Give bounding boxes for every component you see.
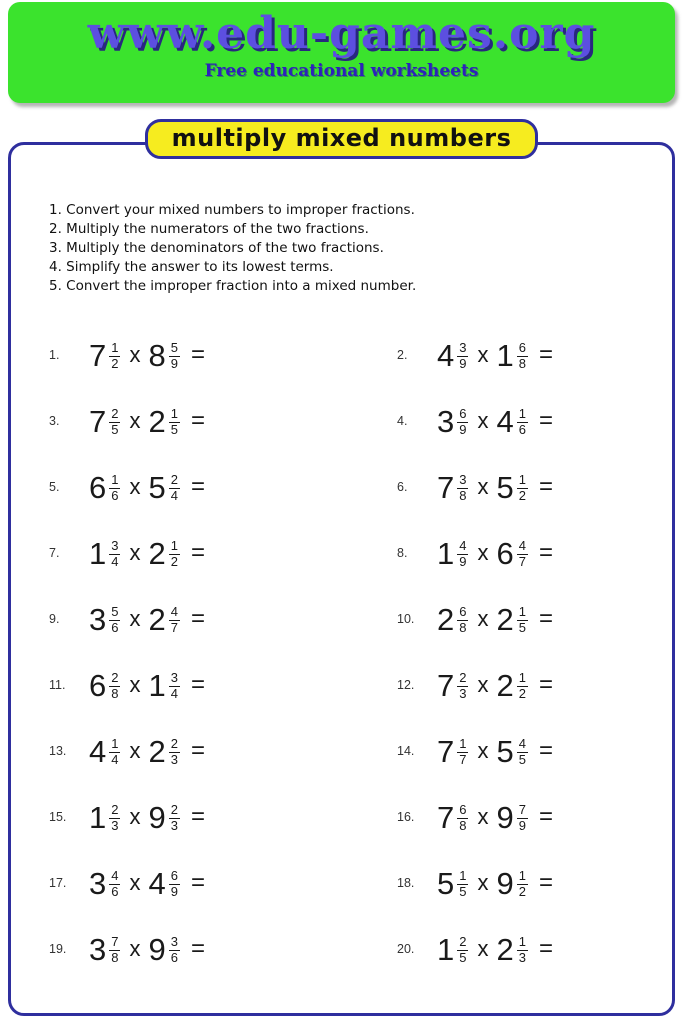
problem-expression: [437, 469, 553, 505]
fraction-denominator: 6: [111, 487, 119, 503]
fraction-denominator: 7: [459, 751, 467, 767]
problem-expression: [437, 667, 553, 703]
problem-item: [49, 454, 397, 520]
fraction-numerator: 1: [518, 669, 526, 685]
equals-sign: =: [190, 341, 205, 368]
mixed-number-whole: 2: [148, 601, 166, 637]
problem-expression: [437, 799, 553, 835]
fraction-numerator: 6: [170, 867, 178, 883]
fraction-numerator: 3: [170, 669, 178, 685]
problem-item: [49, 850, 397, 916]
multiply-operator: x: [129, 870, 141, 895]
problem-item: [397, 520, 672, 586]
problem-item: [49, 718, 397, 784]
equals-sign: =: [190, 539, 205, 566]
mixed-number-whole: 1: [89, 799, 107, 835]
problem-item: [397, 784, 672, 850]
fraction-numerator: 2: [459, 669, 467, 685]
problem-item: [49, 784, 397, 850]
fraction-denominator: 2: [111, 355, 119, 371]
worksheet-body: [8, 142, 675, 1016]
problem-item: [49, 916, 397, 982]
fraction-denominator: 8: [459, 487, 467, 503]
fraction-denominator: 9: [518, 817, 526, 833]
instruction-item: 2. Multiply the numerators of the two fractions.: [49, 221, 369, 237]
mixed-number-whole: 1: [437, 535, 455, 571]
equals-sign: =: [190, 407, 205, 434]
problem-expression: [89, 865, 205, 901]
fraction-numerator: 1: [518, 933, 526, 949]
fraction-numerator: 5: [111, 603, 119, 619]
problem-item: [49, 520, 397, 586]
multiply-operator: x: [129, 540, 141, 565]
mixed-number-whole: 9: [148, 931, 166, 967]
fraction-numerator: 6: [459, 603, 467, 619]
mixed-number-whole: 2: [496, 601, 514, 637]
problem-expression: [89, 799, 205, 835]
fraction-denominator: 2: [518, 685, 526, 701]
mixed-number-whole: 7: [437, 667, 455, 703]
problem-item: [49, 586, 397, 652]
instruction-item: 4. Simplify the answer to its lowest terms.: [49, 259, 334, 275]
mixed-number-fraction: [517, 935, 528, 965]
mixed-number-fraction: [169, 341, 180, 371]
mixed-number-whole: 2: [496, 667, 514, 703]
equals-sign: =: [538, 605, 553, 632]
mixed-number-fraction: [457, 539, 468, 569]
problem-expression: [437, 535, 553, 571]
multiply-operator: x: [477, 342, 489, 367]
multiply-operator: x: [129, 738, 141, 763]
mixed-number-whole: 1: [89, 535, 107, 571]
fraction-numerator: 6: [459, 405, 467, 421]
problem-expression: [437, 403, 553, 439]
problem-number: 3.: [49, 414, 60, 428]
problem-expression: [437, 931, 553, 967]
fraction-denominator: 6: [111, 883, 119, 899]
mixed-number-whole: 6: [496, 535, 514, 571]
problem-number: 6.: [397, 480, 408, 494]
instruction-item: 5. Convert the improper fraction into a mixed number.: [49, 278, 417, 294]
mixed-number-fraction: [169, 737, 180, 767]
fraction-numerator: 3: [111, 537, 119, 553]
mixed-number-fraction: [457, 869, 468, 899]
site-tagline: Free educational worksheets: [204, 61, 479, 81]
problem-number: 8.: [397, 546, 408, 560]
problem-item: [49, 652, 397, 718]
mixed-number-whole: 5: [148, 469, 166, 505]
fraction-denominator: 2: [170, 553, 178, 569]
multiply-operator: x: [477, 804, 489, 829]
fraction-numerator: 2: [170, 735, 178, 751]
equals-sign: =: [190, 671, 205, 698]
problem-item: [397, 586, 672, 652]
fraction-denominator: 4: [111, 553, 119, 569]
problem-number: 2.: [397, 348, 408, 362]
fraction-numerator: 1: [518, 471, 526, 487]
fraction-numerator: 2: [111, 669, 119, 685]
instruction-item: 3. Multiply the denominators of the two fractions.: [49, 240, 384, 256]
fraction-numerator: 3: [170, 933, 178, 949]
fraction-numerator: 5: [170, 339, 178, 355]
problem-expression: [89, 733, 205, 769]
problem-number: 9.: [49, 612, 60, 626]
mixed-number-fraction: [457, 341, 468, 371]
mixed-number-whole: 4: [437, 337, 455, 373]
fraction-denominator: 9: [459, 421, 467, 437]
problem-number: 17.: [49, 876, 67, 890]
mixed-number-whole: 5: [437, 865, 455, 901]
problem-expression: [437, 733, 553, 769]
equals-sign: =: [190, 473, 205, 500]
fraction-denominator: 3: [111, 817, 119, 833]
mixed-number-fraction: [169, 803, 180, 833]
problem-number: 19.: [49, 942, 67, 956]
fraction-denominator: 5: [170, 421, 178, 437]
mixed-number-whole: 3: [89, 865, 107, 901]
fraction-denominator: 3: [518, 949, 526, 965]
problem-number: 11.: [49, 678, 66, 692]
problem-item: [397, 850, 672, 916]
fraction-numerator: 1: [459, 867, 467, 883]
mixed-number-fraction: [109, 341, 120, 371]
problem-number: 16.: [397, 810, 415, 824]
problem-expression: [89, 667, 205, 703]
mixed-number-whole: 6: [89, 667, 107, 703]
mixed-number-whole: 9: [496, 799, 514, 835]
problems-grid: [11, 322, 672, 982]
mixed-number-whole: 1: [496, 337, 514, 373]
fraction-numerator: 2: [170, 801, 178, 817]
multiply-operator: x: [477, 738, 489, 763]
problem-number: 5.: [49, 480, 60, 494]
fraction-denominator: 7: [518, 553, 526, 569]
mixed-number-whole: 7: [89, 337, 107, 373]
problem-item: [49, 322, 397, 388]
mixed-number-whole: 3: [89, 931, 107, 967]
fraction-denominator: 6: [111, 619, 119, 635]
problem-number: 4.: [397, 414, 408, 428]
fraction-denominator: 4: [111, 751, 119, 767]
problem-expression: [437, 601, 553, 637]
mixed-number-fraction: [109, 869, 120, 899]
mixed-number-fraction: [109, 935, 120, 965]
mixed-number-whole: 2: [148, 535, 166, 571]
problem-number: 13.: [49, 744, 67, 758]
mixed-number-fraction: [109, 539, 120, 569]
equals-sign: =: [538, 803, 553, 830]
problem-item: [397, 388, 672, 454]
multiply-operator: x: [129, 408, 141, 433]
mixed-number-whole: 2: [437, 601, 455, 637]
mixed-number-fraction: [517, 803, 528, 833]
fraction-numerator: 2: [459, 933, 467, 949]
fraction-denominator: 5: [518, 751, 526, 767]
worksheet-title-pill: [145, 119, 539, 159]
mixed-number-whole: 9: [496, 865, 514, 901]
fraction-denominator: 4: [170, 685, 178, 701]
fraction-numerator: 4: [518, 735, 526, 751]
mixed-number-whole: 2: [148, 403, 166, 439]
instruction-item: 1. Convert your mixed numbers to improper fractions.: [49, 202, 415, 218]
mixed-number-fraction: [457, 935, 468, 965]
mixed-number-fraction: [109, 605, 120, 635]
fraction-numerator: 7: [518, 801, 526, 817]
equals-sign: =: [190, 737, 205, 764]
equals-sign: =: [538, 473, 553, 500]
problem-item: [397, 652, 672, 718]
fraction-numerator: 2: [111, 801, 119, 817]
problem-number: 14.: [397, 744, 415, 758]
fraction-numerator: 6: [518, 339, 526, 355]
fraction-denominator: 8: [459, 817, 467, 833]
problem-expression: [89, 931, 205, 967]
equals-sign: =: [538, 539, 553, 566]
site-title: www.edu-games.org: [87, 8, 596, 59]
mixed-number-whole: 4: [148, 865, 166, 901]
mixed-number-fraction: [517, 341, 528, 371]
fraction-numerator: 1: [111, 339, 119, 355]
mixed-number-whole: 7: [437, 469, 455, 505]
mixed-number-fraction: [517, 737, 528, 767]
multiply-operator: x: [129, 474, 141, 499]
fraction-denominator: 8: [111, 685, 119, 701]
mixed-number-fraction: [109, 737, 120, 767]
multiply-operator: x: [129, 606, 141, 631]
multiply-operator: x: [477, 606, 489, 631]
mixed-number-fraction: [457, 407, 468, 437]
fraction-denominator: 3: [459, 685, 467, 701]
problem-number: 12.: [397, 678, 415, 692]
mixed-number-fraction: [169, 473, 180, 503]
multiply-operator: x: [129, 804, 141, 829]
mixed-number-whole: 1: [148, 667, 166, 703]
fraction-denominator: 3: [170, 751, 178, 767]
fraction-numerator: 1: [111, 471, 119, 487]
fraction-numerator: 1: [518, 603, 526, 619]
equals-sign: =: [538, 737, 553, 764]
problem-expression: [89, 469, 205, 505]
mixed-number-fraction: [517, 671, 528, 701]
mixed-number-fraction: [457, 803, 468, 833]
fraction-denominator: 4: [170, 487, 178, 503]
fraction-denominator: 9: [170, 883, 178, 899]
equals-sign: =: [538, 407, 553, 434]
fraction-denominator: 8: [459, 619, 467, 635]
fraction-denominator: 9: [459, 355, 467, 371]
multiply-operator: x: [477, 672, 489, 697]
mixed-number-whole: 4: [496, 403, 514, 439]
multiply-operator: x: [477, 474, 489, 499]
equals-sign: =: [190, 803, 205, 830]
mixed-number-whole: 9: [148, 799, 166, 835]
problem-number: 7.: [49, 546, 60, 560]
mixed-number-fraction: [457, 473, 468, 503]
fraction-numerator: 4: [518, 537, 526, 553]
equals-sign: =: [190, 869, 205, 896]
fraction-numerator: 4: [170, 603, 178, 619]
mixed-number-fraction: [169, 869, 180, 899]
fraction-denominator: 6: [170, 949, 178, 965]
fraction-denominator: 7: [170, 619, 178, 635]
mixed-number-fraction: [109, 671, 120, 701]
instructions-list: [49, 201, 672, 296]
fraction-denominator: 9: [170, 355, 178, 371]
problem-item: [397, 916, 672, 982]
mixed-number-whole: 2: [496, 931, 514, 967]
fraction-numerator: 4: [459, 537, 467, 553]
mixed-number-whole: 3: [89, 601, 107, 637]
problem-item: [397, 322, 672, 388]
mixed-number-whole: 5: [496, 469, 514, 505]
fraction-numerator: 2: [170, 471, 178, 487]
multiply-operator: x: [129, 672, 141, 697]
mixed-number-fraction: [517, 539, 528, 569]
problem-item: [397, 454, 672, 520]
equals-sign: =: [190, 605, 205, 632]
fraction-denominator: 5: [518, 619, 526, 635]
problem-expression: [89, 535, 205, 571]
problem-expression: [89, 601, 205, 637]
multiply-operator: x: [129, 342, 141, 367]
mixed-number-fraction: [517, 407, 528, 437]
fraction-denominator: 2: [518, 883, 526, 899]
equals-sign: =: [538, 935, 553, 962]
mixed-number-fraction: [457, 605, 468, 635]
mixed-number-whole: 5: [496, 733, 514, 769]
fraction-numerator: 1: [111, 735, 119, 751]
mixed-number-whole: 1: [437, 931, 455, 967]
mixed-number-whole: 3: [437, 403, 455, 439]
mixed-number-whole: 7: [437, 799, 455, 835]
problem-expression: [437, 865, 553, 901]
fraction-denominator: 8: [111, 949, 119, 965]
mixed-number-fraction: [457, 671, 468, 701]
mixed-number-fraction: [169, 539, 180, 569]
fraction-denominator: 5: [459, 883, 467, 899]
multiply-operator: x: [477, 936, 489, 961]
fraction-numerator: 2: [111, 405, 119, 421]
worksheet-title: multiply mixed numbers: [171, 124, 512, 152]
mixed-number-fraction: [517, 473, 528, 503]
fraction-numerator: 4: [111, 867, 119, 883]
problem-item: [49, 388, 397, 454]
equals-sign: =: [190, 935, 205, 962]
mixed-number-whole: 2: [148, 733, 166, 769]
equals-sign: =: [538, 341, 553, 368]
fraction-numerator: 7: [111, 933, 119, 949]
fraction-denominator: 2: [518, 487, 526, 503]
mixed-number-fraction: [109, 803, 120, 833]
fraction-numerator: 1: [170, 405, 178, 421]
fraction-numerator: 1: [459, 735, 467, 751]
mixed-number-whole: 7: [437, 733, 455, 769]
mixed-number-fraction: [169, 605, 180, 635]
site-banner: [8, 2, 675, 103]
problem-number: 20.: [397, 942, 415, 956]
mixed-number-whole: 8: [148, 337, 166, 373]
problem-item: [397, 718, 672, 784]
mixed-number-fraction: [457, 737, 468, 767]
problem-expression: [437, 337, 553, 373]
mixed-number-fraction: [109, 473, 120, 503]
fraction-numerator: 3: [459, 339, 467, 355]
problem-number: 15.: [49, 810, 67, 824]
fraction-denominator: 5: [111, 421, 119, 437]
mixed-number-fraction: [169, 407, 180, 437]
fraction-denominator: 6: [518, 421, 526, 437]
equals-sign: =: [538, 869, 553, 896]
problem-number: 1.: [49, 348, 60, 362]
mixed-number-fraction: [517, 605, 528, 635]
mixed-number-fraction: [169, 935, 180, 965]
mixed-number-whole: 4: [89, 733, 107, 769]
multiply-operator: x: [477, 870, 489, 895]
fraction-numerator: 1: [518, 405, 526, 421]
fraction-numerator: 1: [518, 867, 526, 883]
multiply-operator: x: [129, 936, 141, 961]
mixed-number-whole: 7: [89, 403, 107, 439]
multiply-operator: x: [477, 408, 489, 433]
fraction-denominator: 9: [459, 553, 467, 569]
fraction-numerator: 3: [459, 471, 467, 487]
worksheet-page: [0, 2, 683, 1026]
fraction-numerator: 1: [170, 537, 178, 553]
problem-number: 18.: [397, 876, 415, 890]
mixed-number-whole: 6: [89, 469, 107, 505]
problem-number: 10.: [397, 612, 415, 626]
mixed-number-fraction: [109, 407, 120, 437]
problem-expression: [89, 403, 205, 439]
fraction-numerator: 6: [459, 801, 467, 817]
multiply-operator: x: [477, 540, 489, 565]
mixed-number-fraction: [517, 869, 528, 899]
problem-expression: [89, 337, 205, 373]
equals-sign: =: [538, 671, 553, 698]
fraction-denominator: 5: [459, 949, 467, 965]
fraction-denominator: 3: [170, 817, 178, 833]
mixed-number-fraction: [169, 671, 180, 701]
fraction-denominator: 8: [518, 355, 526, 371]
